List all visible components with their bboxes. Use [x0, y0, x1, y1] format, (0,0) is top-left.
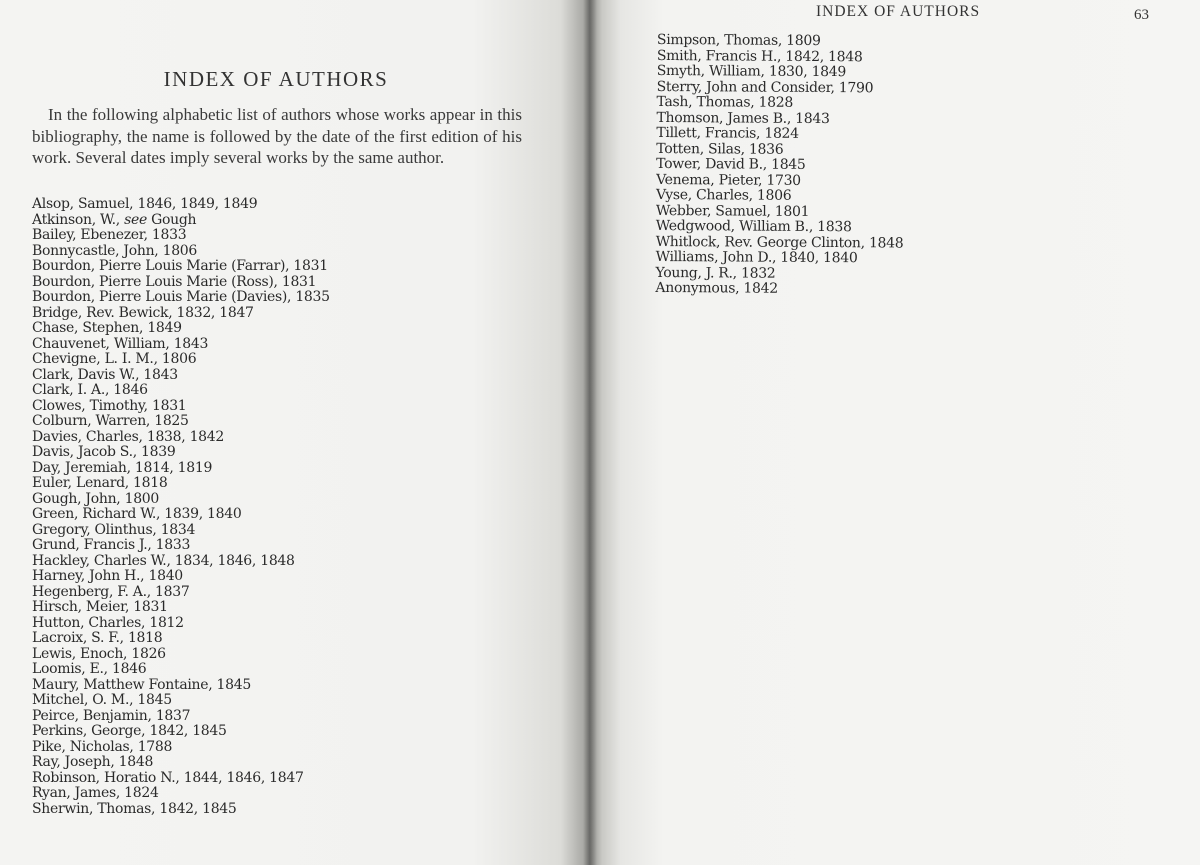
author-entry: Williams, John D., 1840, 1840 — [655, 248, 858, 267]
author-entry: Bridge, Rev. Bewick, 1832, 1847 — [32, 304, 254, 321]
author-entry: Chase, Stephen, 1849 — [32, 320, 182, 336]
author-entry: Day, Jeremiah, 1814, 1819 — [32, 459, 213, 476]
author-entry: Loomis, E., 1846 — [32, 661, 147, 677]
author-entry: Ryan, James, 1824 — [32, 785, 159, 801]
author-entry: Euler, Lenard, 1818 — [32, 475, 168, 491]
author-entry: Young, J. R., 1832 — [655, 264, 776, 282]
author-entry: Anonymous, 1842 — [655, 279, 778, 297]
author-entry: Bourdon, Pierre Louis Marie (Ross), 1831 — [32, 273, 317, 290]
author-entry: Bonnycastle, John, 1806 — [32, 242, 198, 259]
author-entry: Grund, Francis J., 1833 — [32, 537, 191, 553]
author-entry: Peirce, Benjamin, 1837 — [32, 707, 191, 724]
author-entry: Maury, Matthew Fontaine, 1845 — [32, 676, 251, 693]
author-entry: Smyth, William, 1830, 1849 — [656, 62, 847, 81]
author-entry: Robinson, Horatio N., 1844, 1846, 1847 — [32, 769, 304, 786]
author-entry: Wedgwood, William B., 1838 — [655, 217, 852, 236]
author-entry: Venema, Pieter, 1730 — [656, 171, 801, 189]
author-entry: Hirsch, Meier, 1831 — [32, 599, 168, 615]
author-entry: Davies, Charles, 1838, 1842 — [32, 428, 225, 445]
left-page — [0, 0, 590, 865]
author-entry: Smith, Francis H., 1842, 1848 — [656, 47, 863, 65]
author-entry: Thomson, James B., 1843 — [656, 109, 830, 127]
author-entry: Gregory, Olinthus, 1834 — [32, 521, 196, 538]
author-entry: Hutton, Charles, 1812 — [32, 614, 184, 631]
intro-paragraph: In the following alphabetic list of authors whose works appear in this bibliography, the name is followed by the date of the first edition of his work. Several dates imply several works by the same author. — [32, 105, 522, 167]
see-reference: see — [124, 211, 147, 228]
author-entry: Gough, John, 1800 — [32, 490, 160, 507]
page-title: INDEX OF AUTHORS — [163, 67, 389, 91]
running-header: INDEX OF AUTHORS — [816, 3, 981, 20]
author-entry: Tower, David B., 1845 — [656, 155, 806, 173]
author-entry: Bailey, Ebenezer, 1833 — [32, 227, 187, 243]
author-entry: Chauvenet, William, 1843 — [32, 335, 209, 352]
author-entry: Whitlock, Rev. George Clinton, 1848 — [655, 233, 904, 252]
author-entry: Vyse, Charles, 1806 — [655, 186, 792, 204]
page-number: 63 — [1134, 7, 1149, 23]
author-entry: Sterry, John and Consider, 1790 — [656, 78, 874, 96]
author-entry: Hackley, Charles W., 1834, 1846, 1848 — [32, 552, 295, 569]
author-entry: Totten, Silas, 1836 — [656, 140, 784, 158]
author-entry: Tash, Thomas, 1828 — [656, 93, 794, 111]
author-entry: Simpson, Thomas, 1809 — [656, 32, 821, 49]
author-entry: Green, Richard W., 1839, 1840 — [32, 506, 242, 522]
author-entry: Clark, Davis W., 1843 — [32, 366, 178, 383]
left-author-list — [32, 197, 330, 817]
author-entry: Sherwin, Thomas, 1842, 1845 — [32, 800, 237, 817]
right-author-list — [655, 33, 904, 298]
author-entry: Harney, John H., 1840 — [32, 568, 183, 584]
author-entry: Lacroix, S. F., 1818 — [32, 630, 163, 646]
author-entry: Lewis, Enoch, 1826 — [32, 645, 166, 662]
author-entry: Chevigne, L. I. M., 1806 — [32, 351, 197, 367]
author-entry: Clowes, Timothy, 1831 — [32, 397, 187, 414]
author-entry: Tillett, Francis, 1824 — [656, 124, 799, 142]
author-entry: Bourdon, Pierre Louis Marie (Davies), 1835 — [32, 289, 330, 305]
author-entry: Colburn, Warren, 1825 — [32, 413, 189, 429]
author-entry: Webber, Samuel, 1801 — [655, 202, 810, 220]
author-entry: Bourdon, Pierre Louis Marie (Farrar), 1831 — [32, 258, 328, 274]
author-entry: Pike, Nicholas, 1788 — [32, 738, 173, 755]
author-entry: Davis, Jacob S., 1839 — [32, 444, 176, 460]
author-entry: Alsop, Samuel, 1846, 1849, 1849 — [32, 196, 258, 212]
author-entry: Atkinson, W., see Gough — [32, 211, 197, 228]
book-gutter — [583, 0, 597, 865]
author-entry: Ray, Joseph, 1848 — [32, 754, 154, 770]
author-entry: Mitchel, O. M., 1845 — [32, 692, 172, 708]
author-entry: Perkins, George, 1842, 1845 — [32, 723, 227, 739]
author-entry: Hegenberg, F. A., 1837 — [32, 583, 190, 600]
author-entry: Clark, I. A., 1846 — [32, 382, 148, 398]
